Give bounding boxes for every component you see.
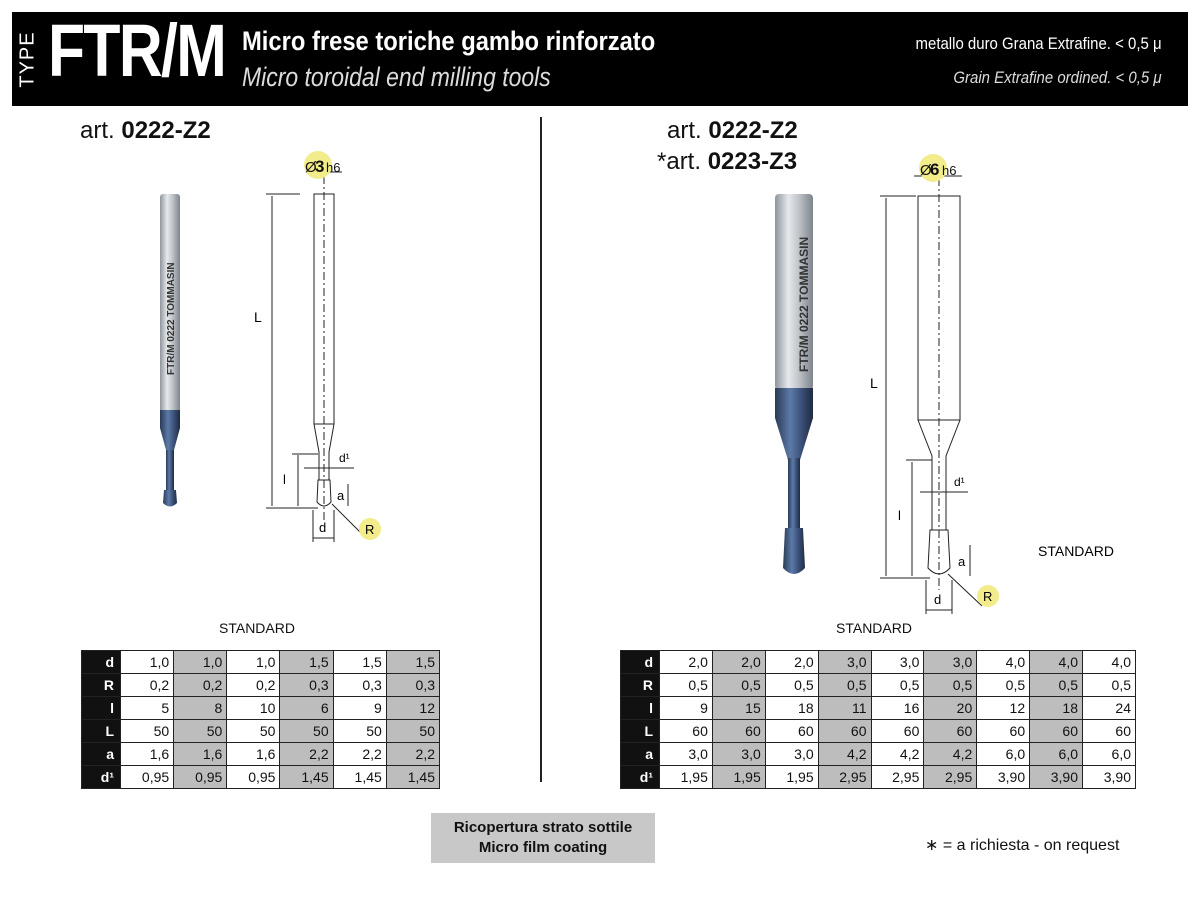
table-cell: 2,0 [712,651,765,674]
table-cell: 3,90 [1083,766,1136,789]
table-cell: 11 [818,697,871,720]
left-tool-neck [166,450,174,490]
table-cell: 6,0 [977,743,1030,766]
table-row [621,766,1136,789]
table-cell: 50 [280,720,333,743]
table-cell: 24 [1083,697,1136,720]
table-cell: 5 [121,697,174,720]
table-cell: 3,0 [871,651,924,674]
table-cell: 1,45 [280,766,333,789]
right-shank-tol: h6 [942,163,957,178]
title-english: Micro toroidal end milling tools [242,62,551,92]
type-label: TYPE [16,31,39,88]
left-tool-cutter [163,490,177,507]
right-label-L: L [870,375,878,391]
row-header: d [82,651,121,674]
table-row [82,766,440,789]
right-standard-label: STANDARD [836,620,912,636]
table-cell: 2,95 [924,766,977,789]
row-header: l [621,697,660,720]
coating-line-2: Micro film coating [478,839,608,856]
table-cell: 16 [871,697,924,720]
table-row [621,720,1136,743]
title-italian: Micro frese toriche gambo rinforzato [242,26,656,56]
table-cell: 12 [386,697,439,720]
table-cell: 6 [280,697,333,720]
table-cell: 50 [121,720,174,743]
table-cell: 10 [227,697,280,720]
table-row [621,697,1136,720]
left-art-code: 0222-Z2 [121,117,211,144]
table-cell: 9 [660,697,713,720]
table-cell: 3,0 [924,651,977,674]
table-cell: 3,90 [977,766,1030,789]
table-cell: 12 [977,697,1030,720]
table-cell: 15 [712,697,765,720]
table-row [621,674,1136,697]
table-cell: 60 [765,720,818,743]
table-cell: 1,95 [765,766,818,789]
table-cell: 0,5 [765,674,818,697]
left-shank-symbol: Ø [305,159,317,176]
table-cell: 0,2 [174,674,227,697]
table-row [82,743,440,766]
left-shank-tol: h6 [326,160,341,175]
table-cell: 6,0 [1030,743,1083,766]
on-request-note: ∗ = a richiesta - on request [925,837,1120,854]
table-cell: 1,0 [174,651,227,674]
right-art2-prefix: *art. [657,148,702,175]
row-header: L [82,720,121,743]
left-label-d1: d¹ [339,451,350,465]
table-cell: 18 [765,697,818,720]
table-cell: 4,0 [1030,651,1083,674]
table-cell: 60 [871,720,924,743]
table-cell: 0,2 [227,674,280,697]
right-art2-code: 0223-Z3 [707,148,798,175]
table-cell: 8 [174,697,227,720]
left-label-d: d [319,520,327,535]
table-cell: 4,0 [977,651,1030,674]
table-cell: 2,2 [333,743,386,766]
table-cell: 1,6 [227,743,280,766]
table-cell: 60 [977,720,1030,743]
table-cell: 1,95 [712,766,765,789]
table-cell: 18 [1030,697,1083,720]
table-cell: 60 [1083,720,1136,743]
table-cell: 1,5 [386,651,439,674]
left-tool-taper [160,428,180,450]
table-cell: 1,45 [333,766,386,789]
table-cell: 0,95 [227,766,280,789]
table-cell: 2,0 [660,651,713,674]
table-cell: 1,0 [121,651,174,674]
table-cell: 1,95 [660,766,713,789]
coating-note [431,813,655,863]
coating-line-1: Ricopertura strato sottile [453,819,633,836]
table-cell: 0,3 [333,674,386,697]
table-cell: 0,5 [924,674,977,697]
table-row [82,651,440,674]
table-cell: 0,3 [280,674,333,697]
table-cell: 1,5 [333,651,386,674]
table-cell: 50 [227,720,280,743]
table-cell: 50 [333,720,386,743]
table-cell: 9 [333,697,386,720]
right-tool-coat-band [775,388,813,418]
right-art-code: 0222-Z2 [708,117,798,144]
table-cell: 0,5 [660,674,713,697]
row-header: R [82,674,121,697]
row-header: a [82,743,121,766]
table-cell: 50 [174,720,227,743]
right-art-prefix: art. [667,117,702,144]
table-cell: 0,95 [174,766,227,789]
left-dim-R [332,504,364,536]
table-cell: 0,5 [1083,674,1136,697]
table-cell: 3,0 [818,651,871,674]
left-spec-table [81,650,440,789]
table-cell: 0,95 [121,766,174,789]
table-cell: 1,6 [174,743,227,766]
table-cell: 4,2 [924,743,977,766]
material-english: Grain Extrafine ordined. < 0,5 μ [953,68,1162,87]
table-cell: 1,6 [121,743,174,766]
left-drawing-taper-l [314,424,319,480]
table-cell: 0,3 [386,674,439,697]
right-label-d: d [934,592,942,607]
right-label-R: R [983,589,993,604]
left-tool-marking: FTR/M 0222 TOMMASIN [166,262,177,375]
right-drawing-taper-l [918,420,932,530]
table-cell: 1,45 [386,766,439,789]
right-label-a: a [958,554,966,569]
table-cell: 3,90 [1030,766,1083,789]
table-row [82,720,440,743]
left-tool-coat-band [160,410,180,428]
table-cell: 60 [924,720,977,743]
table-cell: 60 [712,720,765,743]
table-cell: 6,0 [1083,743,1136,766]
left-label-a: a [337,488,345,503]
right-tool-marking: FTR/M 0222 TOMMASIN [797,236,811,372]
table-row [621,651,1136,674]
material-italian: metallo duro Grana Extrafine. < 0,5 μ [915,34,1162,53]
table-cell: 3,0 [660,743,713,766]
left-art-prefix: art. [80,117,115,144]
row-header: l [82,697,121,720]
left-label-l: l [283,472,286,487]
right-spec-table [620,650,1136,789]
table-cell: 4,2 [818,743,871,766]
right-tech-drawing [880,162,982,614]
left-label-R: R [365,522,375,537]
row-header: R [621,674,660,697]
table-cell: 4,2 [871,743,924,766]
table-cell: 2,2 [280,743,333,766]
table-cell: 20 [924,697,977,720]
table-cell: 4,0 [1083,651,1136,674]
left-drawing-taper-r [329,424,334,480]
table-cell: 0,5 [977,674,1030,697]
table-cell: 0,5 [871,674,924,697]
table-cell: 60 [1030,720,1083,743]
table-cell: 3,0 [712,743,765,766]
right-tool-neck [788,458,800,530]
row-header: d¹ [621,766,660,789]
table-row [621,743,1136,766]
table-cell: 50 [386,720,439,743]
left-standard-label: STANDARD [219,620,295,636]
table-cell: 60 [818,720,871,743]
table-cell: 60 [660,720,713,743]
table-cell: 2,0 [765,651,818,674]
right-tool-cutter [783,528,805,574]
table-cell: 0,5 [712,674,765,697]
table-cell: 1,5 [280,651,333,674]
left-shank-dia: 3 [315,157,325,176]
table-row [82,697,440,720]
left-tech-drawing [266,160,364,542]
table-cell: 3,0 [765,743,818,766]
right-label-l: l [898,508,901,523]
row-header: a [621,743,660,766]
row-header: d [621,651,660,674]
table-cell: 1,0 [227,651,280,674]
table-cell: 2,95 [818,766,871,789]
row-header: d¹ [82,766,121,789]
right-dim-R [948,574,982,606]
right-label-d1: d¹ [954,475,965,489]
left-label-L: L [254,309,262,325]
table-cell: 0,5 [1030,674,1083,697]
table-cell: 0,5 [818,674,871,697]
table-cell: 2,2 [386,743,439,766]
table-cell: 2,95 [871,766,924,789]
row-header: L [621,720,660,743]
right-drawing-standard-label: STANDARD [1038,543,1114,559]
right-shank-symbol: Ø [920,162,932,179]
table-row [82,674,440,697]
right-shank-dia: 6 [930,160,940,179]
product-code: FTR/M [48,9,226,92]
table-cell: 0,2 [121,674,174,697]
right-tool-taper [775,418,813,460]
